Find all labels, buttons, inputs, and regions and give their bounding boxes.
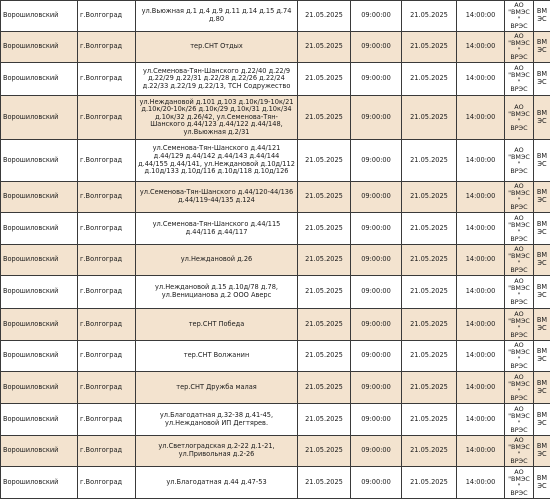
- network-cell: ВМЭС: [534, 404, 550, 436]
- end-time-cell: 14:00:00: [457, 1, 505, 32]
- organization-line: АО: [507, 278, 531, 285]
- organization-cell: [505, 372, 534, 404]
- organization-line: "ВМЭС": [507, 381, 531, 395]
- organization-line: ВРЭС: [507, 236, 531, 243]
- end-date-cell: 21.05.2025: [402, 245, 457, 276]
- address-cell: тер.СНТ Волжанин: [136, 341, 298, 372]
- start-date-cell: 21.05.2025: [298, 276, 351, 309]
- start-date-cell: 21.05.2025: [298, 96, 351, 140]
- table-row: [1, 372, 550, 404]
- start-time-cell: 09:00:00: [351, 404, 402, 436]
- address-cell: ул.Семенова-Тян-Шанского д.44/121 д.44/129 д.44/142 д.44/143 д.44/144 д.44/155 д.44/141, ул.Неждановой д.10д/112 д.10д/133 д.10д/116 д.10д/118 д.10д/126: [136, 140, 298, 182]
- organization-cell: [505, 309, 534, 341]
- district-cell: Ворошиловский: [1, 467, 78, 499]
- start-time-cell: 09:00:00: [351, 63, 402, 96]
- table-row: [1, 213, 550, 245]
- end-date-cell: 21.05.2025: [402, 1, 457, 32]
- district-cell: Ворошиловский: [1, 96, 78, 140]
- organization-cell: [505, 404, 534, 436]
- table-row: [1, 467, 550, 499]
- city-cell: г.Волгоград: [78, 213, 136, 245]
- district-cell: Ворошиловский: [1, 341, 78, 372]
- start-time-cell: 09:00:00: [351, 140, 402, 182]
- address-cell: ул.Неждановой д.15 д.10д/78 д.78, ул.Веницианова д.2 ООО Аверс: [136, 276, 298, 309]
- organization-line: ВРЭС: [507, 267, 531, 274]
- address-cell: ул.Неждановой д.26: [136, 245, 298, 276]
- organization-line: АО: [507, 311, 531, 318]
- district-cell: Ворошиловский: [1, 436, 78, 467]
- organization-line: АО: [507, 469, 531, 476]
- table-row: [1, 140, 550, 182]
- organization-line: "ВМЭС": [507, 222, 531, 236]
- district-cell: Ворошиловский: [1, 1, 78, 32]
- start-date-cell: 21.05.2025: [298, 341, 351, 372]
- organization-line: ВРЭС: [507, 54, 531, 61]
- end-time-cell: 14:00:00: [457, 213, 505, 245]
- start-date-cell: 21.05.2025: [298, 140, 351, 182]
- table-row: [1, 1, 550, 32]
- end-date-cell: 21.05.2025: [402, 63, 457, 96]
- organization-line: АО: [507, 33, 531, 40]
- organization-line: АО: [507, 437, 531, 444]
- city-cell: г.Волгоград: [78, 182, 136, 213]
- organization-cell: [505, 182, 534, 213]
- end-time-cell: 14:00:00: [457, 32, 505, 63]
- table-row: [1, 182, 550, 213]
- city-cell: г.Волгоград: [78, 1, 136, 32]
- organization-line: АО: [507, 342, 531, 349]
- table-row: [1, 245, 550, 276]
- network-cell: ВМЭС: [534, 1, 550, 32]
- start-date-cell: 21.05.2025: [298, 372, 351, 404]
- district-cell: Ворошиловский: [1, 309, 78, 341]
- organization-line: "ВМЭС": [507, 253, 531, 267]
- organization-line: АО: [507, 374, 531, 381]
- network-cell: ВМЭС: [534, 63, 550, 96]
- table-body: [1, 1, 550, 499]
- organization-line: "ВМЭС": [507, 285, 531, 299]
- end-date-cell: 21.05.2025: [402, 276, 457, 309]
- organization-cell: [505, 140, 534, 182]
- district-cell: Ворошиловский: [1, 63, 78, 96]
- organization-cell: [505, 436, 534, 467]
- start-date-cell: 21.05.2025: [298, 404, 351, 436]
- address-cell: тер.СНТ Дружба малая: [136, 372, 298, 404]
- start-time-cell: 09:00:00: [351, 467, 402, 499]
- organization-line: ВРЭС: [507, 363, 531, 370]
- start-date-cell: 21.05.2025: [298, 1, 351, 32]
- end-time-cell: 14:00:00: [457, 309, 505, 341]
- network-cell: ВМЭС: [534, 436, 550, 467]
- organization-line: "ВМЭС": [507, 349, 531, 363]
- end-time-cell: 14:00:00: [457, 467, 505, 499]
- start-date-cell: 21.05.2025: [298, 245, 351, 276]
- start-date-cell: 21.05.2025: [298, 309, 351, 341]
- city-cell: г.Волгоград: [78, 96, 136, 140]
- city-cell: г.Волгоград: [78, 309, 136, 341]
- organization-line: "ВМЭС": [507, 154, 531, 168]
- city-cell: г.Волгоград: [78, 276, 136, 309]
- organization-line: ВРЭС: [507, 125, 531, 132]
- start-time-cell: 09:00:00: [351, 309, 402, 341]
- organization-line: АО: [507, 215, 531, 222]
- organization-line: "ВМЭС": [507, 72, 531, 86]
- organization-line: АО: [507, 2, 531, 9]
- start-time-cell: 09:00:00: [351, 245, 402, 276]
- network-cell: ВМЭС: [534, 140, 550, 182]
- district-cell: Ворошиловский: [1, 213, 78, 245]
- address-cell: ул.Вьюжная д.1 д.4 д.9 д.11 д.14 д.15 д.74 д.80: [136, 1, 298, 32]
- table-row: [1, 32, 550, 63]
- table-row: [1, 341, 550, 372]
- organization-line: "ВМЭС": [507, 476, 531, 490]
- network-cell: ВМЭС: [534, 245, 550, 276]
- table-row: [1, 276, 550, 309]
- organization-cell: [505, 245, 534, 276]
- organization-cell: [505, 213, 534, 245]
- table-row: [1, 309, 550, 341]
- table-row: [1, 96, 550, 140]
- end-date-cell: 21.05.2025: [402, 140, 457, 182]
- organization-cell: [505, 32, 534, 63]
- network-cell: ВМЭС: [534, 467, 550, 499]
- organization-line: "ВМЭС": [507, 111, 531, 125]
- start-date-cell: 21.05.2025: [298, 63, 351, 96]
- organization-line: ВРЭС: [507, 458, 531, 465]
- start-date-cell: 21.05.2025: [298, 182, 351, 213]
- network-cell: ВМЭС: [534, 309, 550, 341]
- district-cell: Ворошиловский: [1, 372, 78, 404]
- organization-line: АО: [507, 246, 531, 253]
- start-time-cell: 09:00:00: [351, 96, 402, 140]
- start-date-cell: 21.05.2025: [298, 213, 351, 245]
- end-date-cell: 21.05.2025: [402, 372, 457, 404]
- city-cell: г.Волгоград: [78, 63, 136, 96]
- end-date-cell: 21.05.2025: [402, 182, 457, 213]
- end-date-cell: 21.05.2025: [402, 32, 457, 63]
- start-time-cell: 09:00:00: [351, 182, 402, 213]
- end-date-cell: 21.05.2025: [402, 213, 457, 245]
- end-date-cell: 21.05.2025: [402, 436, 457, 467]
- organization-cell: [505, 96, 534, 140]
- district-cell: Ворошиловский: [1, 140, 78, 182]
- start-time-cell: 09:00:00: [351, 213, 402, 245]
- organization-line: "ВМЭС": [507, 444, 531, 458]
- network-cell: ВМЭС: [534, 32, 550, 63]
- organization-line: ВРЭС: [507, 168, 531, 175]
- organization-line: АО: [507, 147, 531, 154]
- address-cell: ул.Семенова-Тян-Шанского д.44/120-44/136 д.44/119-44/135 д.124: [136, 182, 298, 213]
- district-cell: Ворошиловский: [1, 404, 78, 436]
- address-cell: тер.СНТ Отдых: [136, 32, 298, 63]
- organization-line: АО: [507, 406, 531, 413]
- end-date-cell: 21.05.2025: [402, 404, 457, 436]
- start-time-cell: 09:00:00: [351, 341, 402, 372]
- end-time-cell: 14:00:00: [457, 341, 505, 372]
- organization-cell: [505, 276, 534, 309]
- table-row: [1, 63, 550, 96]
- network-cell: ВМЭС: [534, 372, 550, 404]
- city-cell: г.Волгоград: [78, 467, 136, 499]
- city-cell: г.Волгоград: [78, 341, 136, 372]
- network-cell: ВМЭС: [534, 276, 550, 309]
- organization-cell: [505, 341, 534, 372]
- network-cell: ВМЭС: [534, 182, 550, 213]
- organization-cell: [505, 1, 534, 32]
- network-cell: ВМЭС: [534, 96, 550, 140]
- start-time-cell: 09:00:00: [351, 32, 402, 63]
- organization-line: ВРЭС: [507, 395, 531, 402]
- city-cell: г.Волгоград: [78, 436, 136, 467]
- end-time-cell: 14:00:00: [457, 140, 505, 182]
- organization-cell: [505, 467, 534, 499]
- address-cell: тер.СНТ Победа: [136, 309, 298, 341]
- end-time-cell: 14:00:00: [457, 372, 505, 404]
- network-cell: ВМЭС: [534, 213, 550, 245]
- organization-line: ВРЭС: [507, 299, 531, 306]
- start-time-cell: 09:00:00: [351, 276, 402, 309]
- start-time-cell: 09:00:00: [351, 1, 402, 32]
- start-time-cell: 09:00:00: [351, 436, 402, 467]
- end-time-cell: 14:00:00: [457, 436, 505, 467]
- district-cell: Ворошиловский: [1, 182, 78, 213]
- organization-line: "ВМЭС": [507, 40, 531, 54]
- organization-line: ВРЭС: [507, 204, 531, 211]
- end-date-cell: 21.05.2025: [402, 309, 457, 341]
- organization-line: "ВМЭС": [507, 413, 531, 427]
- organization-line: "ВМЭС": [507, 9, 531, 23]
- start-time-cell: 09:00:00: [351, 372, 402, 404]
- address-cell: ул.Семенова-Тян-Шанского д.22/40 д.22/9 д.22/29 д.22/31 д.22/28 д.22/26 д.22/24 д.22/33 д.22/19 д.22/13, ТСН Содружество: [136, 63, 298, 96]
- district-cell: Ворошиловский: [1, 245, 78, 276]
- end-time-cell: 14:00:00: [457, 276, 505, 309]
- network-cell: ВМЭС: [534, 341, 550, 372]
- district-cell: Ворошиловский: [1, 276, 78, 309]
- organization-line: ВРЭС: [507, 490, 531, 497]
- end-time-cell: 14:00:00: [457, 63, 505, 96]
- organization-line: "ВМЭС": [507, 190, 531, 204]
- address-cell: ул.Неждановой д.101 д.103 д.10к/19-10к/21 д.10к/20-10к/26 д.10к/29 д.10к/31 д.10к/34 д.10к/32 д.26/42, ул.Семенова-Тян-Шанского д.44/123 д.44/122 д.44/148, ул.Вьюжная д.2/31: [136, 96, 298, 140]
- city-cell: г.Волгоград: [78, 404, 136, 436]
- address-cell: ул.Семенова-Тян-Шанского д.44/115 д.44/116 д.44/117: [136, 213, 298, 245]
- end-date-cell: 21.05.2025: [402, 96, 457, 140]
- organization-line: АО: [507, 104, 531, 111]
- city-cell: г.Волгоград: [78, 140, 136, 182]
- organization-line: "ВМЭС": [507, 318, 531, 332]
- table-row: [1, 436, 550, 467]
- city-cell: г.Волгоград: [78, 372, 136, 404]
- address-cell: ул.Светлоградская д.2-22 д.1-21, ул.Привольная д.2-26: [136, 436, 298, 467]
- end-date-cell: 21.05.2025: [402, 341, 457, 372]
- end-time-cell: 14:00:00: [457, 245, 505, 276]
- table-row: [1, 404, 550, 436]
- address-cell: ул.Благодатная д.32-38 д.41-45, ул.Неждановой ИП Дегтярев.: [136, 404, 298, 436]
- city-cell: г.Волгоград: [78, 32, 136, 63]
- end-time-cell: 14:00:00: [457, 404, 505, 436]
- end-time-cell: 14:00:00: [457, 96, 505, 140]
- organization-line: АО: [507, 183, 531, 190]
- organization-line: ВРЭС: [507, 332, 531, 339]
- address-cell: ул.Благодатная д.44 д.47-53: [136, 467, 298, 499]
- organization-line: ВРЭС: [507, 23, 531, 30]
- end-time-cell: 14:00:00: [457, 182, 505, 213]
- end-date-cell: 21.05.2025: [402, 467, 457, 499]
- organization-line: ВРЭС: [507, 86, 531, 93]
- city-cell: г.Волгоград: [78, 245, 136, 276]
- district-cell: Ворошиловский: [1, 32, 78, 63]
- start-date-cell: 21.05.2025: [298, 467, 351, 499]
- start-date-cell: 21.05.2025: [298, 32, 351, 63]
- organization-cell: [505, 63, 534, 96]
- start-date-cell: 21.05.2025: [298, 436, 351, 467]
- organization-line: ВРЭС: [507, 427, 531, 434]
- organization-line: АО: [507, 65, 531, 72]
